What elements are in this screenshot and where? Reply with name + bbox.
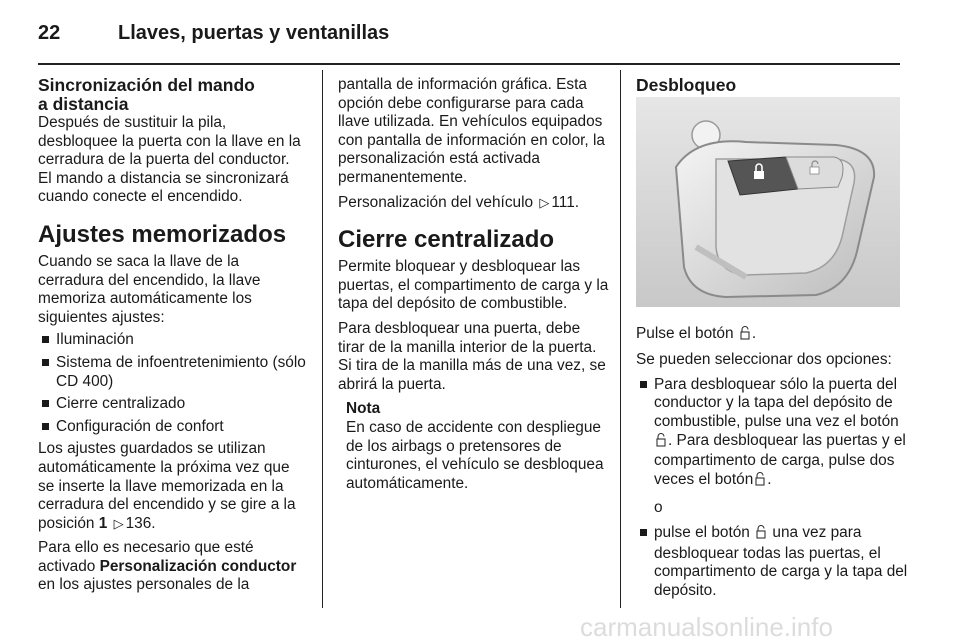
key-fob-image — [636, 97, 908, 313]
column-divider — [322, 70, 323, 608]
list-item: pulse el botón una vez para desbloquear todas las puertas, el compartimento de carga y la tapa del depósito. — [636, 524, 908, 600]
page-header — [38, 10, 900, 56]
list-item: Para desbloquear sólo la puerta del conductor y la tapa del depósito de combustible, pulse una vez el botón. Para desbloquear las puertas y el compartimento de carga, pulse dos veces el botón . — [636, 376, 908, 492]
central-paragraph-1: Permite bloquear y desbloquear las puertas, el compartimento de carga y la tapa del depósito de combustible. — [338, 258, 609, 313]
continued-paragraph: pantalla de información gráfica. Esta opción debe configurarse para cada llave utilizada. En vehículos equipados con pantalla de información en color, la personalización está activada permanentemente. — [338, 76, 605, 186]
section-title-central-locking: Cierre centralizado — [338, 226, 555, 254]
bullet-icon — [640, 529, 647, 536]
note-box — [338, 400, 610, 493]
list-item: Configuración de confort — [38, 418, 306, 437]
setting-name: Personalización conductor — [99, 557, 297, 575]
key-fob-illustration — [636, 97, 900, 307]
bullet-icon — [42, 400, 49, 407]
list-item: Sistema de infoentretenimiento (sólo CD 400) — [38, 354, 306, 391]
column-2 — [338, 76, 610, 499]
section-title-sync-line1: Sincronización del mando — [38, 75, 255, 95]
note-body: En caso de accidente con despliegue de los airbags o pretensores de cinturones, el vehículo se desbloquea automáticamente. — [346, 418, 604, 492]
watermark: carmanualsonline.info — [580, 612, 833, 642]
personalization-reference: Personalización del vehículo ▷ 111. — [338, 193, 580, 211]
unlock-icon — [656, 433, 666, 453]
memorized-paragraph-2: Para ello es necesario que esté activado Personalización conductor en los ajustes personales de la — [38, 539, 297, 594]
press-button-text: Pulse el botón . — [636, 325, 908, 346]
bullet-icon — [640, 381, 647, 388]
reference-arrow-icon: ▷ — [539, 194, 550, 210]
sync-paragraph: Después de sustituir la pila, desbloquee la puerta con la llave en la cerradura de la puerta del conductor. El mando a distancia se sincronizará cuando conecte el encendido. — [38, 114, 301, 206]
unlock-icon — [756, 525, 766, 545]
column-divider — [620, 70, 621, 608]
list-item: Cierre centralizado — [38, 395, 306, 414]
note-title: Nota — [346, 400, 381, 418]
or-text: o — [654, 499, 663, 517]
header-rule — [38, 63, 900, 65]
column-3 — [636, 76, 908, 604]
unlock-icon — [740, 326, 750, 346]
section-title-unlock: Desbloqueo — [636, 75, 737, 95]
list-item: Iluminación — [38, 331, 306, 350]
reference-arrow-icon: ▷ — [113, 515, 124, 531]
page-reference[interactable]: 136. — [125, 514, 156, 532]
page-reference[interactable]: 111. — [551, 193, 580, 211]
position-number: 1 — [98, 514, 108, 532]
memorized-paragraph: Los ajustes guardados se utilizan automáticamente la próxima vez que se inserte la llave memorizada en la cerradura del encendido y se gire a la posición 1 ▷ 136. — [38, 440, 296, 532]
central-paragraph-2: Para desbloquear una puerta, debe tirar de la manilla interior de la puerta. Si tira de la manilla más de una vez, se abrirá la puerta. — [338, 319, 606, 393]
memorized-intro: Cuando se saca la llave de la cerradura del encendido, la llave memoriza automáticamente los siguientes ajustes: — [38, 252, 261, 326]
column-1 — [38, 76, 306, 601]
options-text: Se pueden seleccionar dos opciones: — [636, 351, 892, 369]
bullet-icon — [42, 336, 49, 343]
section-title-memorized: Ajustes memorizados — [38, 220, 287, 248]
bullet-icon — [42, 423, 49, 430]
page-title: Llaves, puertas y ventanillas — [118, 22, 390, 44]
page-number: 22 — [38, 22, 61, 44]
bullet-icon — [42, 359, 49, 366]
section-title-sync-line2: a distancia — [38, 94, 129, 114]
unlock-icon — [755, 472, 765, 492]
